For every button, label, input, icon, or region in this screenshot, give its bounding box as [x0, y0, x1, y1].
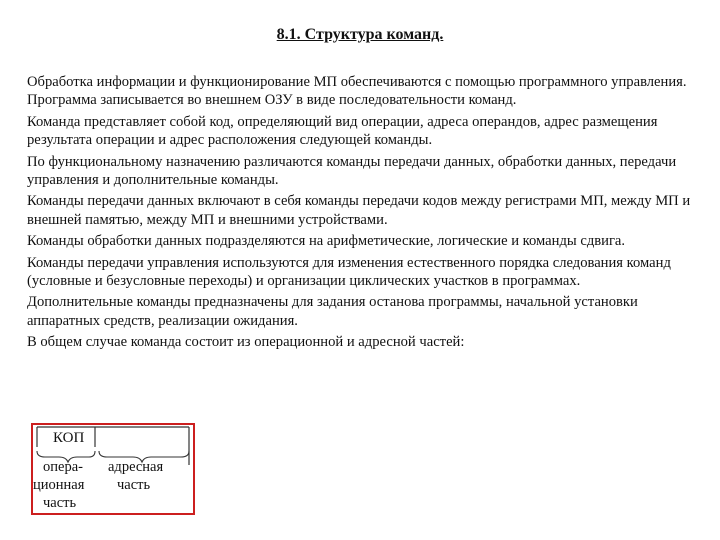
operational-part-label-line3: часть — [43, 495, 77, 511]
address-part-label-line2: часть — [117, 477, 151, 493]
kop-label: КОП — [53, 430, 85, 446]
paragraph-5: Команды обработки данных подразделяются на арифметические, логические и команды сдвига. — [27, 233, 626, 250]
paragraph-3: По функциональному назначению различаются команды передачи данных, обработки данных, передачи управления и дополнительные команды. — [27, 153, 677, 189]
paragraph-6: Команды передачи управления используются для изменения естественного порядка следования команд (условные и безусловные переходы) и организации циклических участков в программах. — [27, 254, 671, 290]
operational-part-label-line1: опера- — [43, 459, 83, 475]
paragraph-8: В общем случае команда состоит из операционной и адресной частей: — [27, 334, 465, 351]
command-structure-figure — [31, 423, 195, 515]
paragraph-4: Команды передачи данных включают в себя команды передачи кодов между регистрами МП, между МП и внешней памятью, между МП и внешними устройствами. — [27, 193, 691, 228]
document-body — [27, 73, 695, 355]
paragraph-1: Обработка информации и функционирование МП обеспечиваются с помощью программного управления. Программа записывается во внешнем ОЗУ в виде последовательности команд. — [27, 74, 687, 109]
operational-part-label-line2: ционная — [33, 477, 85, 493]
paragraph-2: Команда представляет собой код, определяющий вид операции, адреса операндов, адрес размещения результата операции и адрес расположения следующей команды. — [27, 113, 658, 149]
address-part-label-line1: адресная — [108, 459, 164, 475]
paragraph-7: Дополнительные команды предназначены для задания останова программы, начальной установки аппаратных средств, реализации ожидания. — [27, 294, 638, 329]
page-title: 8.1. Структура команд. — [276, 26, 444, 43]
